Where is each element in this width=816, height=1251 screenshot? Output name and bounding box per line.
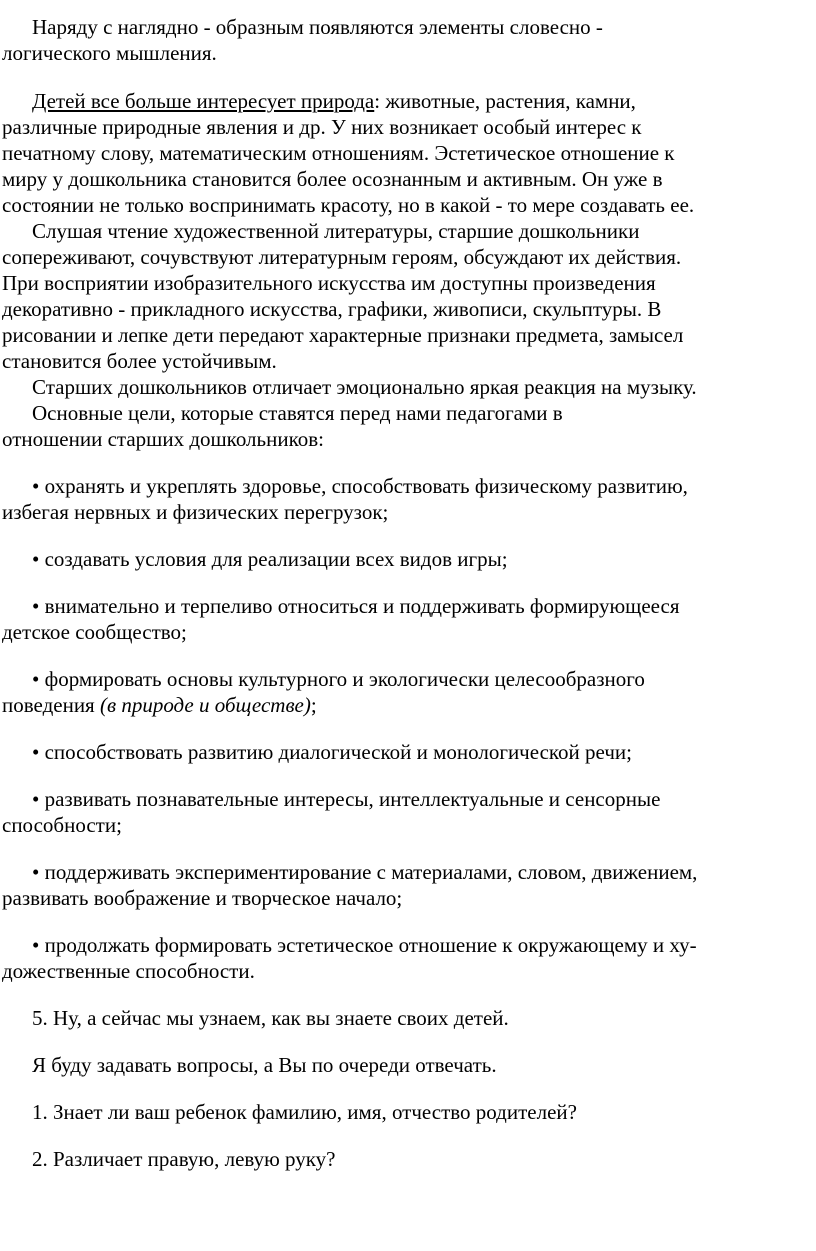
bullet-item xyxy=(2,473,810,525)
text-fragment: ; xyxy=(310,693,317,717)
text-fragment: : животные, растения, камни, xyxy=(374,89,636,113)
text-line: Основные цели, которые ставятся перед нами педагогами в xyxy=(32,401,563,425)
paragraph-nature-interest xyxy=(2,88,810,218)
text-line: отношении старших дошкольников: xyxy=(2,427,324,451)
text-line: • продолжать формировать эстетическое отношение к окружающему и ху- xyxy=(32,933,697,957)
text-line: Слушая чтение художественной литературы, старшие дошкольники xyxy=(32,219,640,243)
text-fragment: поведения xyxy=(2,693,100,717)
text-line: состоянии не только воспринимать красоту, но в какой - то мере создавать ее. xyxy=(2,193,695,217)
text-line xyxy=(2,692,810,718)
text-line: логического мышления. xyxy=(2,41,217,65)
text-line: • внимательно и терпеливо относиться и поддерживать формирующееся xyxy=(32,594,680,618)
quiz-instruction xyxy=(2,1052,810,1078)
text-line: способности; xyxy=(2,813,122,837)
text-line xyxy=(2,88,810,114)
text-line: • способствовать развитию диалогической и монологической речи; xyxy=(32,740,632,764)
text-line: рисовании и лепке дети передают характерные признаки предмета, замысел xyxy=(2,323,684,347)
text-line: Я буду задавать вопросы, а Вы по очереди отвечать. xyxy=(32,1053,497,1077)
quiz-question xyxy=(2,1146,810,1172)
text-line: • поддерживать экспериментирование с материалами, словом, движением, xyxy=(32,860,698,884)
text-line: детское сообщество; xyxy=(2,620,187,644)
text-line: 5. Ну, а сейчас мы узнаем, как вы знаете своих детей. xyxy=(32,1006,509,1030)
bullet-item xyxy=(2,859,810,911)
text-line: • развивать познавательные интересы, интеллектуальные и сенсорные xyxy=(32,787,661,811)
text-line: различные природные явления и др. У них возникает особый интерес к xyxy=(2,115,642,139)
text-line: Старших дошкольников отличает эмоционально яркая реакция на музыку. xyxy=(32,375,697,399)
underlined-phrase: Детей все больше интересует природа xyxy=(32,89,375,113)
quiz-question xyxy=(2,1099,810,1125)
bullet-item xyxy=(2,932,810,984)
italic-phrase: (в природе и обществе) xyxy=(99,693,311,717)
text-line: • формировать основы культурного и экологически целесообразного xyxy=(32,667,645,691)
bullet-item xyxy=(2,593,810,645)
text-line: декоративно - прикладного искусства, графики, живописи, скульптуры. В xyxy=(2,297,662,321)
paragraph-literature xyxy=(2,218,810,374)
paragraph-music xyxy=(2,374,810,400)
text-line: дожественные способности. xyxy=(2,959,255,983)
text-line: • создавать условия для реализации всех видов игры; xyxy=(32,547,508,571)
text-line: Наряду с наглядно - образным появляются элементы словесно - xyxy=(32,15,603,39)
bullet-item xyxy=(2,739,810,765)
paragraph-goals-intro xyxy=(2,400,810,452)
text-line: 1. Знает ли ваш ребенок фамилию, имя, отчество родителей? xyxy=(32,1100,577,1124)
text-line: развивать воображение и творческое начало; xyxy=(2,886,403,910)
text-line: становится более устойчивым. xyxy=(2,349,277,373)
section-heading-quiz xyxy=(2,1005,810,1031)
text-line: 2. Различает правую, левую руку? xyxy=(32,1147,336,1171)
text-line: • охранять и укреплять здоровье, способствовать физическому развитию, xyxy=(32,474,688,498)
bullet-item xyxy=(2,666,810,718)
text-line: При восприятии изобразительного искусства им доступны произведения xyxy=(2,271,656,295)
bullet-item xyxy=(2,786,810,838)
text-line: избегая нервных и физических перегрузок; xyxy=(2,500,389,524)
paragraph-thinking xyxy=(2,14,810,66)
text-line: сопереживают, сочувствуют литературным героям, обсуждают их действия. xyxy=(2,245,682,269)
bullet-item xyxy=(2,546,810,572)
text-line: миру у дошкольника становится более осознанным и активным. Он уже в xyxy=(2,167,663,191)
text-line: печатному слову, математическим отношениям. Эстетическое отношение к xyxy=(2,141,675,165)
